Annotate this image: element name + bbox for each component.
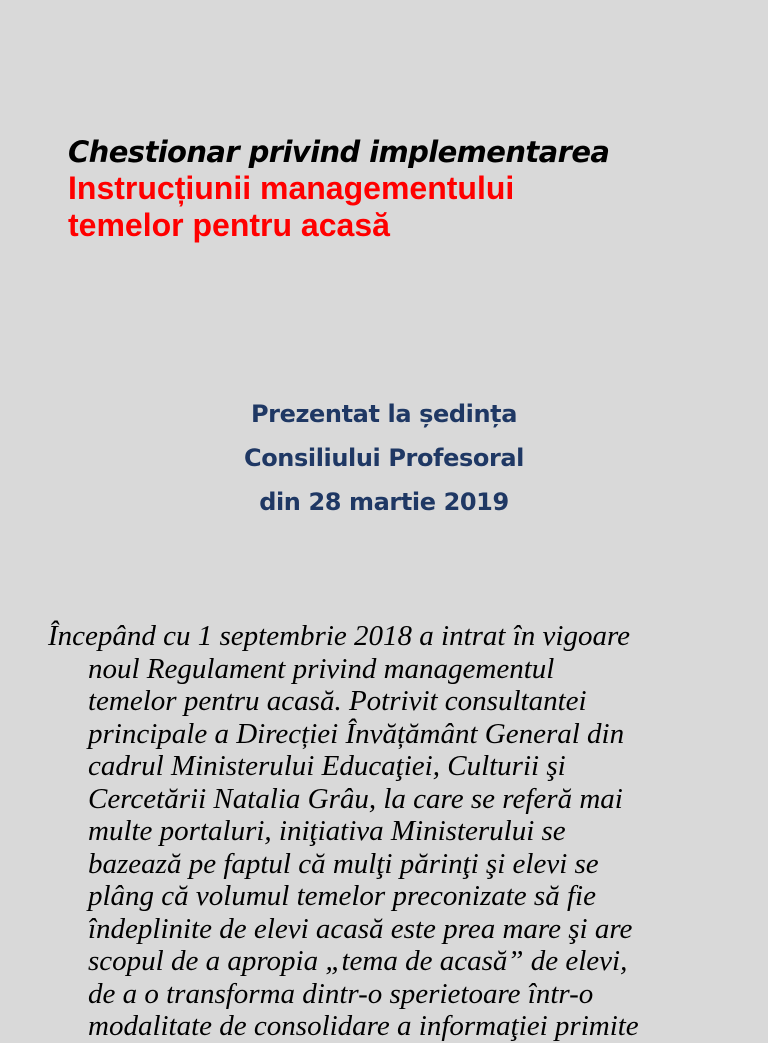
body-line: îndeplinite de elevi acasă este prea mare şi are: [88, 912, 633, 945]
body-line: modalitate de consolidare a informaţiei primite: [88, 1010, 639, 1042]
body-line: noul Regulament privind managementul: [88, 652, 555, 685]
body-paragraph: [48, 620, 768, 1043]
body-line: plâng că volumul temelor preconizate să fie: [88, 880, 596, 912]
presented-line-3: din 28 martie 2019: [259, 488, 509, 516]
title-line-1: Chestionar privind implementarea: [68, 135, 610, 169]
presented-line-2: Consiliului Profesoral: [244, 444, 524, 472]
title-line-3: temelor pentru acasă: [68, 207, 390, 243]
title-block: [68, 134, 748, 244]
body-line: de a o transforma dintr-o sperietoare într-o: [88, 977, 594, 1010]
presented-block: [0, 392, 768, 524]
body-line: temelor pentru acasă. Potrivit consultantei: [88, 685, 587, 717]
presented-line-1: Prezentat la ședința: [250, 400, 518, 428]
body-line: multe portaluri, iniţiativa Ministerului se: [88, 815, 566, 847]
body-line: scopul de a apropia „tema de acasă” de elevi,: [88, 945, 628, 977]
body-line: principale a Direcției Învățământ General din: [88, 717, 625, 750]
title-line-2: Instrucțiunii managementului: [68, 170, 515, 206]
body-line: Cercetării Natalia Grâu, la care se referă mai: [88, 782, 623, 815]
body-line: Începând cu 1 septembrie 2018 a intrat în vigoare: [48, 620, 631, 652]
body-line: bazează pe faptul că mulţi părinţi şi elevi se: [88, 847, 599, 880]
body-line: cadrul Ministerului Educaţiei, Culturii şi: [88, 750, 566, 782]
